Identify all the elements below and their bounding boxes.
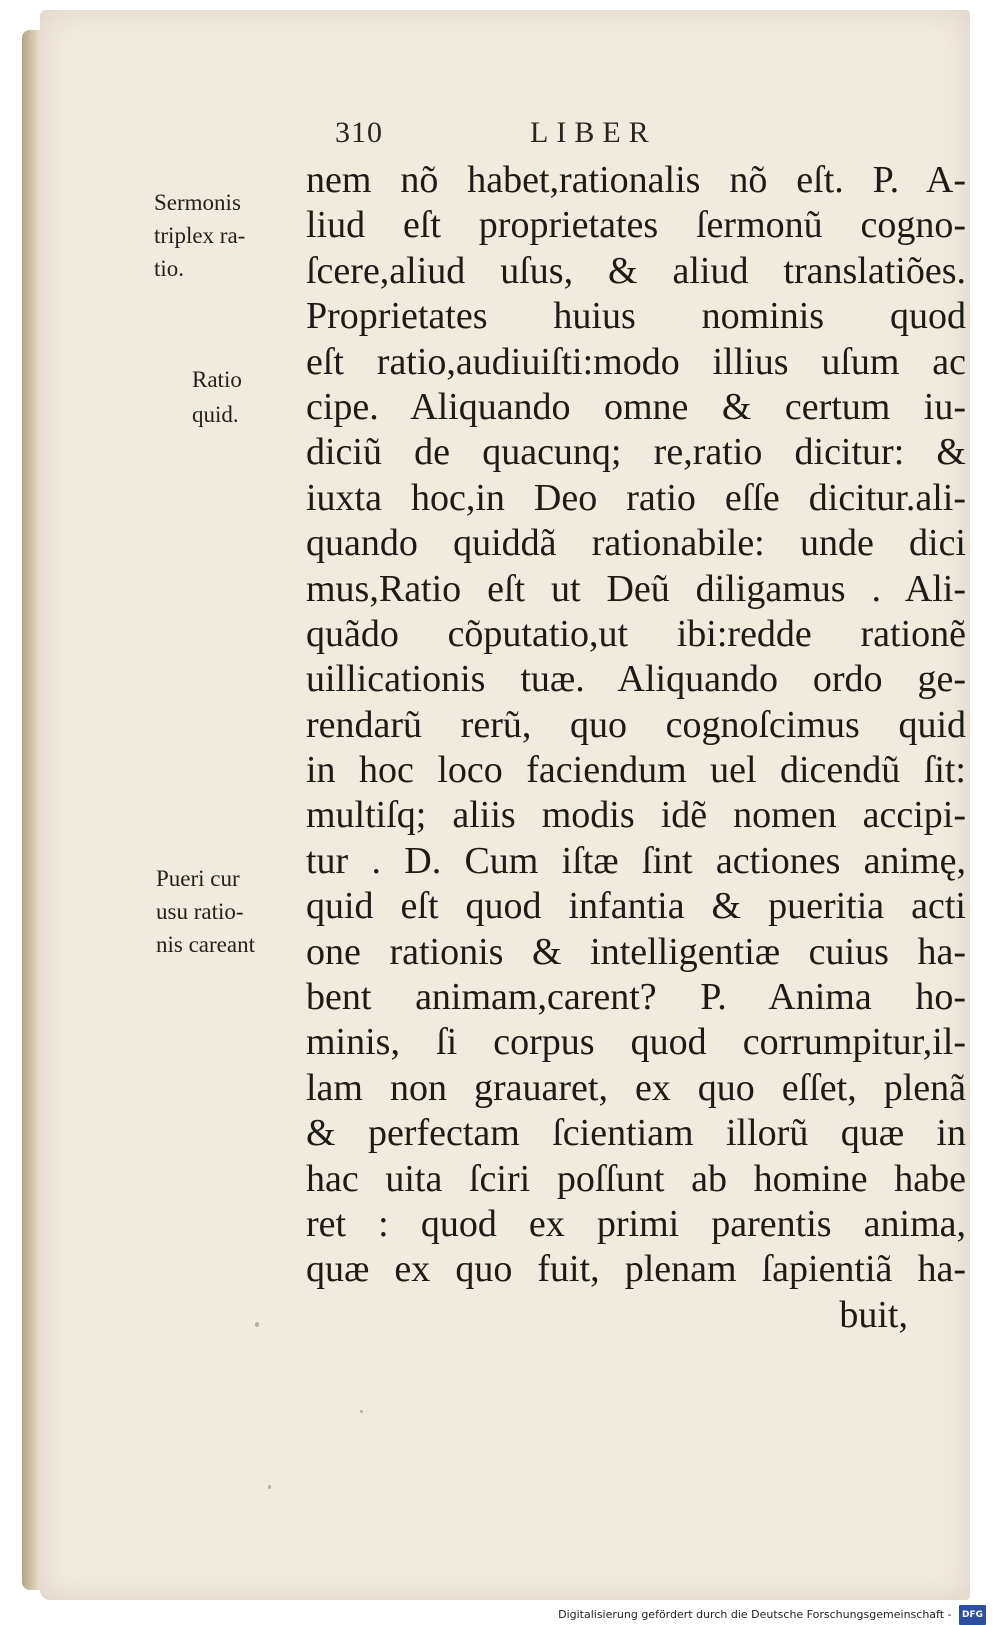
text-line: tur . D. Cum iſtæ ſint actiones animę, <box>306 839 966 882</box>
footer-text: Digitalisierung gefördert durch die Deutsche Forschungsgemeinschaft - <box>558 1608 952 1621</box>
text-line: quid eſt quod infantia & pueritia acti <box>306 885 966 928</box>
text-line: multiſq; aliis modis idẽ nomen accipi- <box>306 794 966 837</box>
page-header <box>335 116 735 156</box>
main-text-block <box>306 158 966 1338</box>
marginal-note-line: Pueri cur <box>156 866 240 891</box>
text-line: ſcere,aliud uſus, & aliud translatiões. <box>306 249 966 292</box>
running-title: LIBER <box>530 116 657 149</box>
paper-speck <box>360 1410 363 1413</box>
marginal-note-line: quid. <box>192 402 239 427</box>
text-line: ret : quod ex primi parentis anima, <box>306 1202 966 1245</box>
text-line: bent animam,carent? P. Anima ho- <box>306 976 966 1019</box>
text-line: mus,Ratio eſt ut Deũ diligamus . Ali- <box>306 567 966 610</box>
page-stack-edge <box>22 30 42 1590</box>
paper-speck <box>268 1485 271 1489</box>
paper-speck <box>255 1322 259 1327</box>
marginal-note-line: Ratio <box>192 367 242 392</box>
text-line: quãdo cõputatio,ut ibi:redde rationẽ <box>306 612 966 655</box>
marginal-note-sermonis <box>154 186 245 285</box>
text-line: in hoc loco faciendum uel dicendũ ſit: <box>306 749 966 792</box>
text-line: Proprietates huius nominis quod <box>306 295 966 338</box>
text-line: iuxta hoc,in Deo ratio eſſe dicitur.ali- <box>306 476 966 519</box>
text-line: nem nõ habet,rationalis nõ eſt. P. A- <box>306 159 966 201</box>
text-line: quæ ex quo fuit, plenam ſapientiã ha- <box>306 1248 966 1291</box>
text-line: minis, ſi corpus quod corrumpitur,il- <box>306 1021 966 1064</box>
dfg-logo-icon: DFG <box>959 1605 986 1625</box>
marginal-note-line: Sermonis <box>154 190 241 215</box>
text-line: lam non grauaret, ex quo eſſet, plenã <box>306 1066 966 1109</box>
scan-background <box>0 0 22 1624</box>
text-line: quando quiddã rationabile: unde dici <box>306 522 966 565</box>
text-line: eſt ratio,audiuiſti:modo illius uſum ac <box>306 340 966 383</box>
catchword: buit, <box>839 1293 908 1336</box>
text-line: cipe. Aliquando omne & certum iu- <box>306 385 966 428</box>
text-line: & perfectam ſcientiam illorũ quæ in <box>306 1112 966 1155</box>
text-line: rendarũ rerũ, quo cognoſcimus quid <box>306 703 966 746</box>
marginal-note-line: nis careant <box>156 932 255 957</box>
text-line: one rationis & intelligentiæ cuius ha- <box>306 930 966 973</box>
marginal-note-line: tio. <box>154 256 185 281</box>
marginal-note-ratio <box>192 362 242 432</box>
text-line: diciũ de quacunq; re,ratio dicitur: & <box>306 431 966 474</box>
marginal-note-line: triplex ra- <box>154 223 246 248</box>
marginal-note-line: usu ratio- <box>156 899 244 924</box>
text-line: hac uita ſciri poſſunt ab homine habe <box>306 1157 966 1200</box>
page-number: 310 <box>335 116 383 149</box>
text-line: liud eſt proprietates ſermonũ cogno- <box>306 204 966 247</box>
marginal-note-pueri <box>156 862 255 961</box>
text-line: uillicationis tuæ. Aliquando ordo ge- <box>306 658 966 701</box>
digitization-footer <box>558 1605 986 1623</box>
